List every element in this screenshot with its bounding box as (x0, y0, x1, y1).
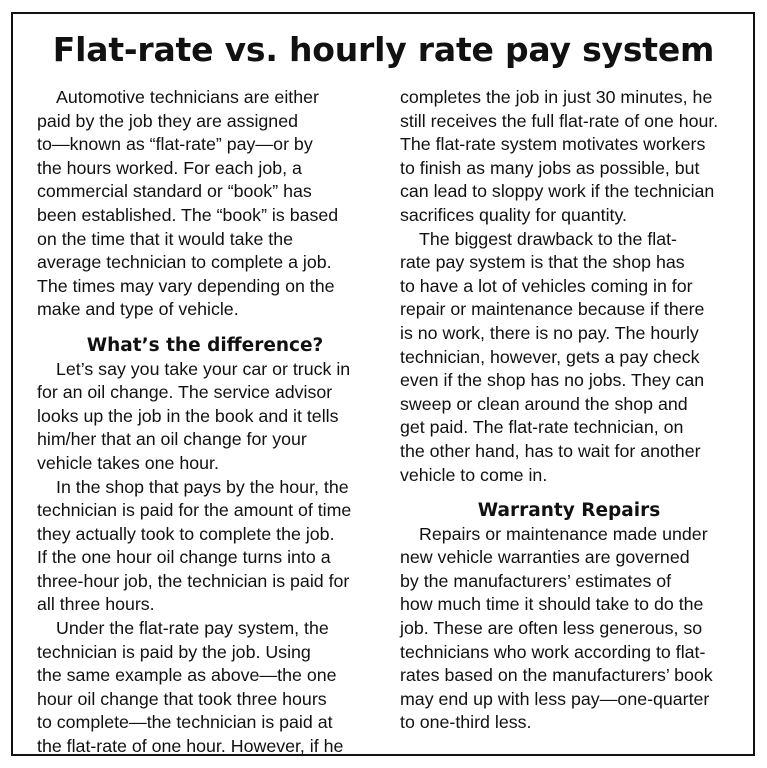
text-line: him/her that an oil change for your (37, 429, 307, 450)
text-line: the hours worked. For each job, a (37, 157, 302, 178)
paragraph-warranty (400, 523, 738, 735)
text-line: commercial standard or “book” has (37, 181, 312, 202)
text-line: rate pay system is that the shop has (400, 252, 685, 273)
text-line: rates based on the manufacturers’ book (400, 665, 713, 686)
right-column (400, 86, 738, 735)
text-line: sacrifices quality for quantity. (400, 204, 627, 225)
text-line: to finish as many jobs as possible, but (400, 157, 700, 178)
left-column (37, 86, 373, 759)
text-line: make and type of vehicle. (37, 299, 239, 320)
text-line: vehicle takes one hour. (37, 452, 219, 473)
text-line: all three hours. (37, 594, 155, 615)
text-line: If the one hour oil change turns into a (37, 547, 331, 568)
section-heading-difference: What’s the difference? (86, 334, 324, 356)
text-line: Under the flat-rate pay system, the (56, 618, 329, 639)
text-line: Repairs or maintenance made under (419, 523, 708, 544)
text-line: average technician to complete a job. (37, 252, 332, 273)
text-line: even if the shop has no jobs. They can (400, 370, 705, 391)
text-line: repair or maintenance because if there (400, 299, 705, 320)
text-line: technician, however, gets a pay check (400, 346, 700, 367)
text-line: Automotive technicians are either (56, 87, 319, 107)
text-line: The biggest drawback to the flat- (419, 228, 677, 249)
text-line: to one-third less. (400, 712, 532, 733)
paragraph-flat-rate-continued (400, 86, 738, 228)
text-line: get paid. The flat-rate technician, on (400, 417, 684, 438)
text-line: hour oil change that took three hours (37, 688, 327, 709)
text-line: technicians who work according to flat- (400, 641, 706, 662)
paragraph-drawback (400, 228, 738, 488)
text-line: sweep or clean around the shop and (400, 393, 688, 414)
text-line: is no work, there is no pay. The hourly (400, 322, 699, 343)
text-line: can lead to sloppy work if the technician (400, 181, 715, 202)
text-line: The times may vary depending on the (37, 275, 335, 296)
text-line: on the time that it would take the (37, 228, 294, 249)
text-line: technician is paid for the amount of time (37, 500, 352, 521)
section-heading-warranty: Warranty Repairs (477, 500, 661, 522)
text-line: new vehicle warranties are governed (400, 547, 690, 568)
text-line: Let’s say you take your car or truck in (56, 358, 351, 379)
text-line: how much time it should take to do the (400, 594, 704, 615)
text-line: the same example as above—the one (37, 665, 337, 686)
text-line: job. These are often less generous, so (400, 618, 703, 639)
text-line: to—known as “flat-rate” pay—or by (37, 134, 313, 155)
text-line: looks up the job in the book and it tells (37, 405, 339, 426)
text-line: been established. The “book” is based (37, 204, 339, 225)
paragraph-oil-change (37, 358, 373, 476)
text-line: technician is paid by the job. Using (37, 641, 311, 662)
text-line: to complete—the technician is paid at (37, 712, 333, 733)
article-title: Flat-rate vs. hourly rate pay system (52, 30, 715, 69)
text-line: completes the job in just 30 minutes, he (400, 87, 713, 107)
text-line: the flat-rate of one hour. However, if he (37, 736, 344, 757)
paragraph-hourly (37, 476, 373, 618)
text-line: still receives the full flat-rate of one hour. (400, 110, 719, 131)
text-line: three-hour job, the technician is paid for (37, 570, 350, 591)
paragraph-flat-rate (37, 617, 373, 759)
text-line: for an oil change. The service advisor (37, 382, 333, 403)
text-line: the other hand, has to wait for another (400, 440, 701, 461)
text-line: they actually took to complete the job. (37, 523, 335, 544)
paragraph-intro (37, 86, 373, 322)
text-line: paid by the job they are assigned (37, 110, 298, 131)
text-line: to have a lot of vehicles coming in for (400, 275, 693, 296)
text-line: by the manufacturers’ estimates of (400, 570, 672, 591)
text-line: vehicle to come in. (400, 464, 548, 485)
text-line: The flat-rate system motivates workers (400, 134, 706, 155)
text-line: may end up with less pay—one-quarter (400, 688, 710, 709)
text-line: In the shop that pays by the hour, the (56, 476, 349, 497)
